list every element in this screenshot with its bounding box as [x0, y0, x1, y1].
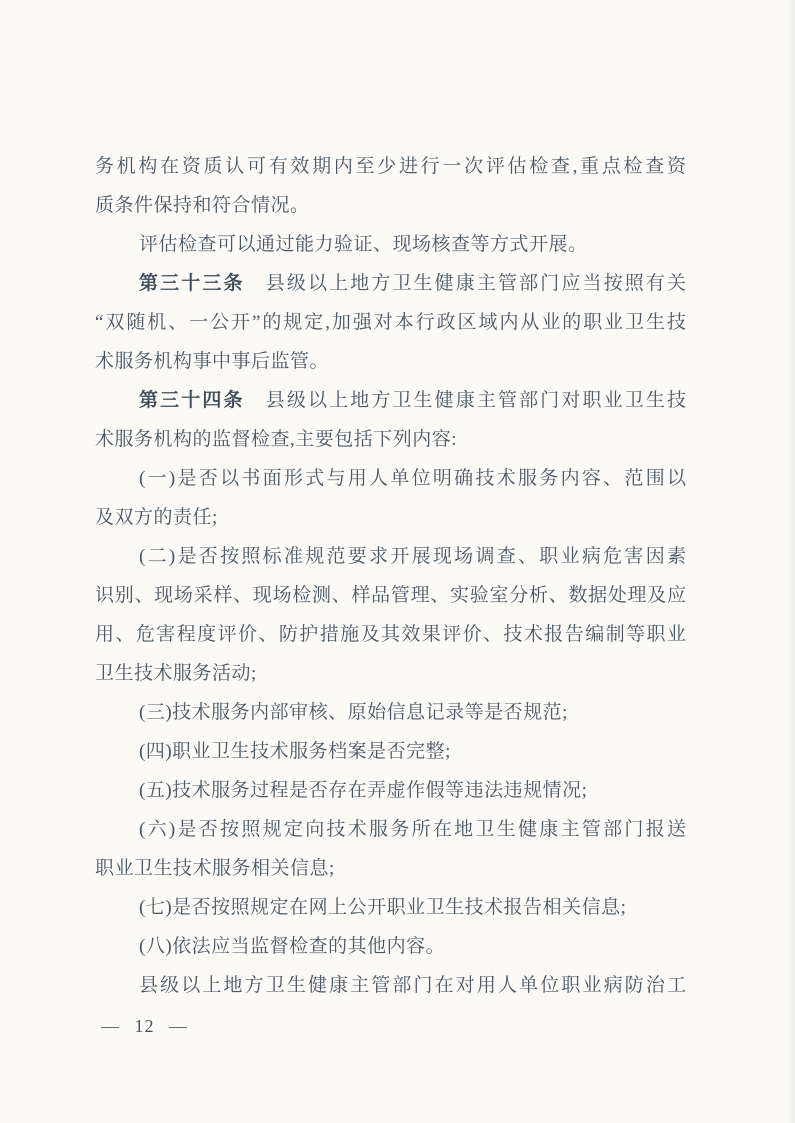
line-text: 及双方的责任;: [95, 507, 218, 528]
line-text: 术服务机构事中事后监管。: [95, 351, 330, 372]
line-text: 卫生技术服务活动;: [95, 663, 257, 684]
line-text: (六)是否按照规定向技术服务所在地卫生健康主管部门报送: [139, 819, 686, 840]
article-number: 第三十四条: [139, 390, 245, 411]
line-text: 县级以上地方卫生健康主管部门应当按照有关: [244, 273, 686, 294]
text-line: [95, 693, 686, 732]
text-line: [95, 576, 686, 615]
line-text: 识别、现场采样、现场检测、样品管理、实验室分析、数据处理及应: [95, 585, 686, 606]
line-text: 县级以上地方卫生健康主管部门对职业卫生技: [244, 390, 686, 411]
text-line: [95, 498, 686, 537]
text-line: [95, 147, 686, 186]
line-text: 县级以上地方卫生健康主管部门在对用人单位职业病防治工: [139, 975, 686, 996]
text-line: [95, 420, 686, 459]
line-text: (三)技术服务内部审核、原始信息记录等是否规范;: [139, 702, 568, 723]
article-number: 第三十三条: [139, 273, 245, 294]
line-text: (二)是否按照标准规范要求开展现场调查、职业病危害因素: [139, 546, 686, 567]
text-line: [95, 966, 686, 1005]
page-number: — 12 —: [101, 1016, 188, 1036]
text-line: [95, 927, 686, 966]
text-line: [95, 264, 686, 303]
line-text: 职业卫生技术服务相关信息;: [95, 858, 335, 879]
line-text: “双随机、一公开”的规定,加强对本行政区域内从业的职业卫生技: [95, 312, 686, 333]
text-line: [95, 225, 686, 264]
text-line: [95, 654, 686, 693]
document-body: [95, 147, 686, 1005]
text-line: [95, 732, 686, 771]
line-text: 术服务机构的监督检查,主要包括下列内容:: [95, 429, 458, 450]
text-line: [95, 303, 686, 342]
text-line: [95, 381, 686, 420]
text-line: [95, 186, 686, 225]
text-line: [95, 342, 686, 381]
text-line: [95, 849, 686, 888]
text-line: [95, 888, 686, 927]
line-text: (八)依法应当监督检查的其他内容。: [139, 936, 446, 957]
text-line: [95, 615, 686, 654]
text-line: [95, 771, 686, 810]
line-text: (一)是否以书面形式与用人单位明确技术服务内容、范围以: [139, 468, 686, 489]
line-text: (五)技术服务过程是否存在弄虚作假等违法违规情况;: [139, 780, 588, 801]
line-text: 务机构在资质认可有效期内至少进行一次评估检查,重点检查资: [95, 156, 686, 177]
text-line: [95, 810, 686, 849]
line-text: 用、危害程度评价、防护措施及其效果评价、技术报告编制等职业: [95, 624, 686, 645]
line-text: 评估检查可以通过能力验证、现场核查等方式开展。: [139, 234, 588, 255]
line-text: (七)是否按照规定在网上公开职业卫生技术报告相关信息;: [139, 897, 627, 918]
scan-edge-shadow: [787, 0, 795, 1123]
line-text: 质条件保持和符合情况。: [95, 195, 310, 216]
text-line: [95, 537, 686, 576]
line-text: (四)职业卫生技术服务档案是否完整;: [139, 741, 451, 762]
text-line: [95, 459, 686, 498]
